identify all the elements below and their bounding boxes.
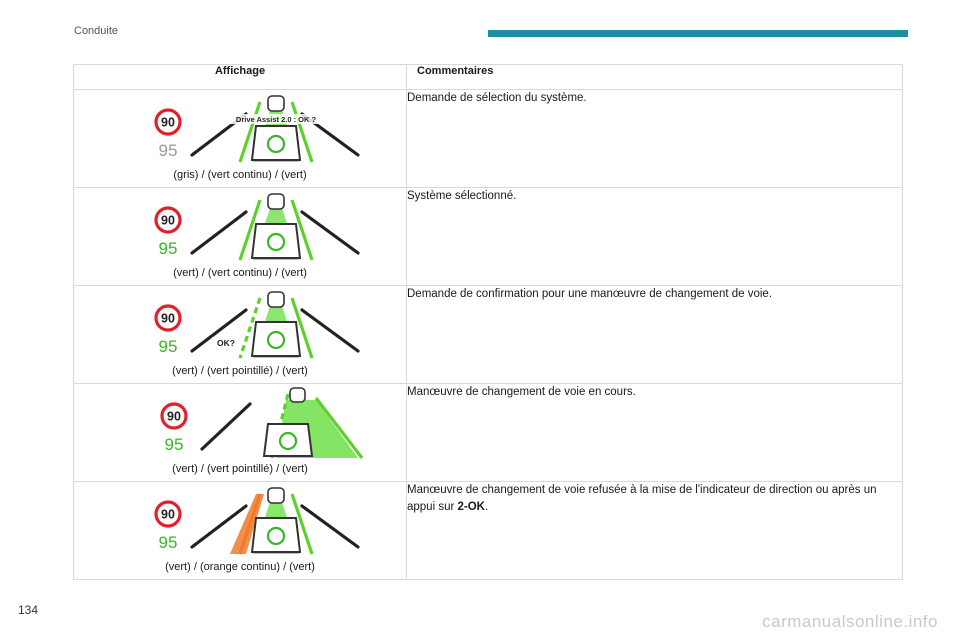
section-title: Conduite [74,25,119,37]
right-adjacent-lane-line [302,506,358,547]
current-speed-value: 95 [158,141,178,160]
column-header-comments: Commentaires [407,65,903,90]
message-bubble: Drive Assist 2.0 : OK ? [235,115,317,124]
right-adjacent-lane-line [302,310,358,351]
own-car-icon [252,518,300,552]
comment-cell: Demande de confirmation pour une manœuvre de changement de voie. [407,286,903,384]
button-reference: 2-OK [457,501,485,513]
display-cell [74,286,407,384]
comment-text: Manœuvre de changement de voie refusée à la mise de l'indicateur de direction ou après un appui sur [407,484,877,513]
speed-limit-value: 90 [161,115,175,130]
driving-aid-display-graphic [90,286,390,364]
display-cell [74,188,407,286]
driving-aid-display-graphic [90,90,390,168]
comment-cell [407,482,903,580]
current-speed-value: 95 [164,435,184,454]
column-header-display: Affichage [74,65,407,90]
comment-cell: Système sélectionné. [407,188,903,286]
display-cell [74,482,407,580]
own-car-icon [252,224,300,258]
table-row [74,482,903,580]
table-row [74,286,903,384]
display-caption: (vert) / (vert pointillé) / (vert) [172,463,308,475]
display-caption: (gris) / (vert continu) / (vert) [173,169,307,181]
left-adjacent-lane-line [192,212,246,253]
vehicle-ahead-icon [268,488,284,503]
header-accent-bar [488,30,908,37]
own-car-icon [252,126,300,160]
driving-aid-display-graphic [90,384,390,462]
table-header-row [74,65,903,90]
comment-cell: Demande de sélection du système. [407,90,903,188]
vehicle-ahead-icon [290,388,305,402]
comment-cell: Manœuvre de changement de voie en cours. [407,384,903,482]
driving-aid-display-graphic [90,188,390,266]
own-car-icon [252,322,300,356]
display-cell [74,384,407,482]
left-adjacent-lane-line [202,404,250,449]
driving-aid-display-graphic [90,482,390,560]
display-caption: (vert) / (vert continu) / (vert) [173,267,307,279]
vehicle-ahead-icon [268,194,284,209]
vehicle-ahead-icon [268,292,284,307]
vehicle-ahead-icon [268,96,284,111]
speed-limit-value: 90 [161,213,175,228]
display-cell [74,90,407,188]
own-car-icon [264,424,312,456]
speed-limit-value: 90 [161,507,175,522]
display-caption: (vert) / (vert pointillé) / (vert) [172,365,308,377]
speed-limit-value: 90 [167,409,181,424]
display-caption: (vert) / (orange continu) / (vert) [165,561,315,573]
display-table [73,64,903,580]
page-number: 134 [18,603,39,617]
speed-limit-value: 90 [161,311,175,326]
comment-text-end: . [485,501,489,513]
current-speed-value: 95 [158,239,178,258]
right-adjacent-lane-line [302,212,358,253]
table-row [74,90,903,188]
current-speed-value: 95 [158,337,178,356]
table-row [74,188,903,286]
watermark: carmanualsonline.info [762,612,938,631]
message-bubble: OK? [217,338,235,348]
current-speed-value: 95 [158,533,178,552]
table-row [74,384,903,482]
